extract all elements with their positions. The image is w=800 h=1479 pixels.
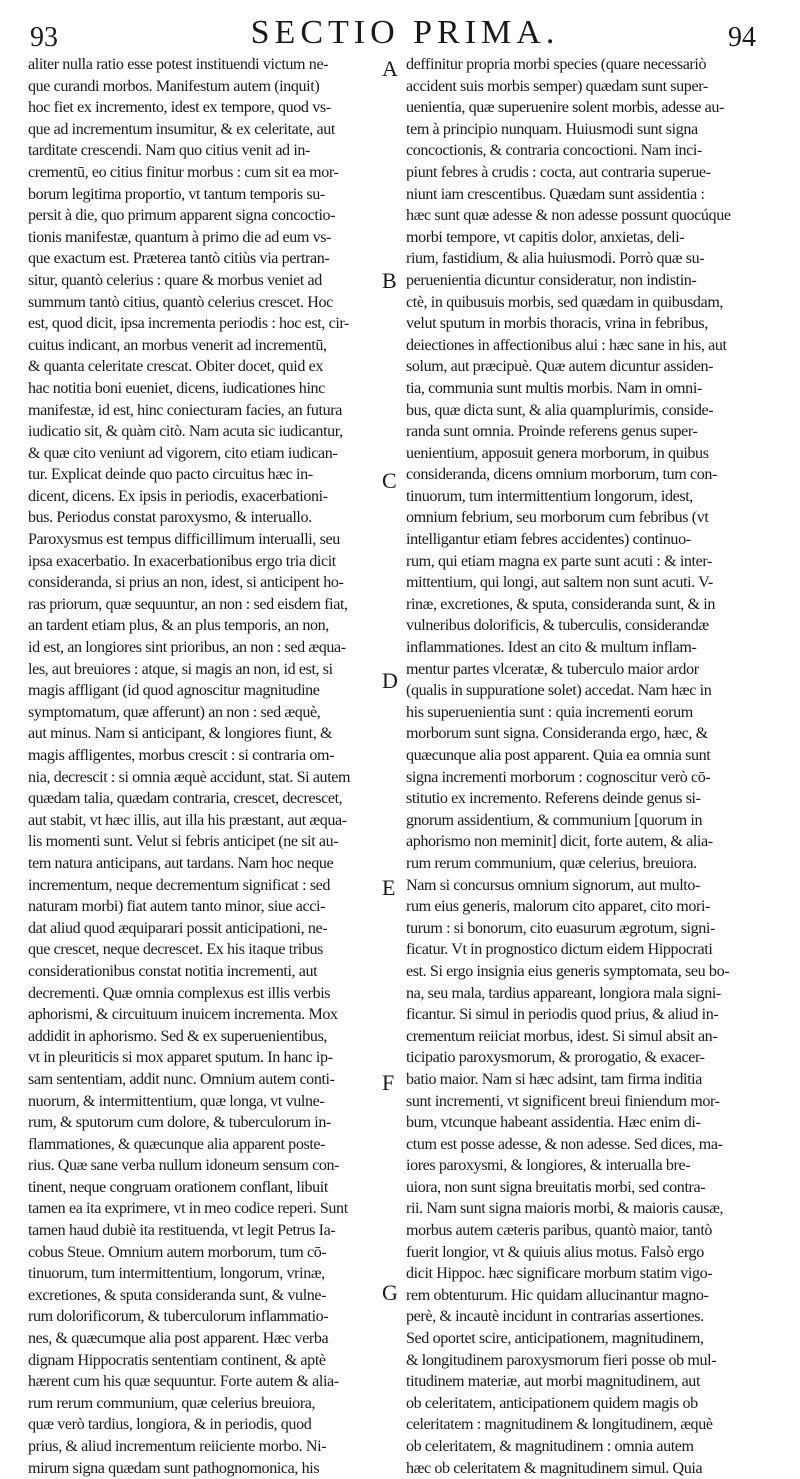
text-line: crementū, eo citius finitur morbus : cum sit ea mor- [28,163,339,181]
text-line: tinent, neque congruam orationem conflant, libuit [28,1178,328,1196]
text-line: an tardent etiam plus, & an plus temporis, an non, [28,617,329,635]
text-line: & quanta celeritate crescat. Obiter docet, quid ex [28,358,324,376]
text-line: que curandi morbos. Manifestum autem (inquit) [28,77,320,95]
margin-letter-a: A [382,56,398,81]
text-line: tia, communia sunt multis morbis. Nam in omni- [406,379,702,397]
text-line: ipsa exacerbatio. In exacerbationibus ergo tria dicit [28,552,336,570]
section-title: SECTIO PRIMA. [250,14,560,51]
text-line: cuitus indicant, an morbus venerit ad incrementū, [28,336,327,354]
text-line: flammationes, & quæcunque alia apparent poste- [28,1135,326,1153]
text-line: fuerit longior, vt & quiuis alius motus. Falsò ergo [406,1243,704,1261]
text-line: lis momenti sunt. Velut si febris anticipet (ne sit au- [28,833,339,851]
text-line: tur. Explicat deinde quo pacto circuitus hæc in- [28,466,313,484]
text-line: turum : si bonorum, cito euasurum ægrotum, signi- [406,919,715,937]
text-line: que ad incrementum insumitur, & ex celeritate, aut [28,120,335,138]
text-line: quæ verò tardius, longiora, & in periodis, quod [28,1416,312,1434]
text-line: tionis manifestæ, quantum à primo die ad eum vs- [28,228,332,246]
text-line: consideranda, si prius an non, idest, si anticipent ho- [28,574,344,592]
text-line: persit à die, quo primum apparent signa concoctio- [28,207,336,225]
text-line: ficantur. Si simul in periodis quod prius, & aliud in- [406,1006,719,1024]
margin-letter-d: D [382,668,398,693]
text-line: ob celeritatem, & magnitudinem : omnia autem [406,1438,694,1455]
text-line: magis affligant (id quod agnoscitur magnitudine [28,682,320,700]
text-line: hæc sunt quæ adesse & non adesse possunt quocúque [406,207,731,225]
text-line: gnorum assidentium, & communium [quorum in [406,811,703,829]
text-line: Paroxysmus est tempus difficillimum interualli, seu [28,531,340,549]
text-line: tem natura anticipans, aut tardans. Nam hoc neque [28,854,334,872]
text-line: que exactum est. Præterea tantò citiùs via pertran- [28,250,330,268]
text-line: symptomatum, quæ afferunt) an non : sed æquè, [28,703,321,721]
text-line: considerationibus constat notitia incrementi, aut [28,962,318,980]
text-line: que crescet, neque decrescet. Ex his itaque tribus [28,941,324,959]
text-line: consideranda, dicens omnium morborum, tum con- [406,466,718,484]
text-line: hærent cum his quæ sequuntur. Forte autem & alia- [28,1373,339,1391]
text-line: nia, decrescit : si omnia æquè accidunt, stat. Si autem [28,768,351,786]
text-line: his superuenientia sunt : quia incrementi eorum [406,703,693,721]
text-line: rum rerum communium, quæ celerius, breuiora. [406,854,697,872]
text-line: intelligantur etiam febres accidentes) continuo- [406,531,691,549]
text-line: situr, quantò celerius : quare & morbus veniet ad [28,271,322,289]
text-line: (qualis in suppuratione solet) accedat. Nam hæc in [406,682,712,700]
text-line: morbi tempore, vt capitis dolor, anxietas, deli- [406,228,685,246]
text-line: & quæ cito veniunt ad vigorem, cito etiam iudican- [28,444,338,462]
text-line: tinuorum, tum intermittentium longorum, idest, [406,487,693,505]
text-line: hac notitia boni eueniet, dicens, iudicationes hinc [28,379,325,397]
text-line: tem à principio nunquam. Huiusmodi sunt signa [406,120,698,138]
text-line: addidit in aphorismo. Sed & ex superuenientibus, [28,1027,328,1045]
text-line: celeritatem : magnitudinem & longitudinem, æquè [406,1416,713,1434]
text-line: rinæ, excretiones, & sputa, consideranda sunt, & in [406,595,716,613]
text-line: stitutio ex incremento. Referens deinde genus si- [406,790,701,808]
text-line: les, aut breuiores : atque, si magis an non, id est, si [28,660,333,678]
text-line: niunt iam crescentibus. Quædam sunt assidentia : [406,185,705,203]
text-line: nuorum, & intermittentium, quæ longa, vt vulne- [28,1092,325,1110]
text-line: manifestæ, id est, hinc coniecturam facies, an futura [28,401,342,419]
text-line: rum, qui etiam magna ex parte sunt acuti : & inter- [406,552,712,570]
text-line: batio maior. Nam si hæc adsint, tam firma inditia [406,1070,702,1088]
text-line: bum, vtcunque habeant assidentia. Hæc enim di- [406,1114,701,1132]
text-line: aphorismo non meminit] dicit, forte autem, & alia- [406,833,713,851]
text-line: randa sunt omnia. Proinde referens genus super- [406,423,698,441]
text-line: prius, & aliud incrementum reiiciente morbo. Ni- [28,1438,327,1455]
text-line: aut stabit, vt hæc illis, aut illa his præstant, aut æqua- [28,811,347,829]
text-line: id est, an longiores sint prioribus, an non : sed æqua- [28,639,346,657]
text-line: accident suis morbis semper) quædam sunt super- [406,77,708,95]
text-line: borum legitima proportio, vt tantum temporis su- [28,185,325,203]
text-line: est. Si ergo insignia eius generis symptomata, seu bo- [406,962,730,980]
text-line: bus. Periodus constat paroxysmo, & interuallo. [28,509,312,527]
text-line: ctum est posse adesse, & non adesse. Sed dices, ma- [406,1135,723,1153]
text-line: est, quod dicit, ipsa incrementa periodis : hoc est, cir- [28,315,350,333]
text-line: sunt incrementi, vt significent breui finiendum mor- [406,1092,720,1110]
text-line: incrementum, neque decrementum significat : sed [28,876,331,894]
margin-letter-f: F [382,1070,395,1095]
text-line: sam sententiam, addit nunc. Omnium autem conti- [28,1070,335,1088]
margin-letter-g: G [382,1280,398,1305]
text-line: rii. Nam sunt signa maioris morbi, & maioris causæ, [406,1200,724,1218]
text-line: dignam Hippocratis sententiam continent, & aptè [28,1351,326,1369]
text-line: & longitudinem paroxysmorum fieri posse ob mul- [406,1351,717,1369]
text-line: mirum signa quædam sunt pathognomonica, his [28,1459,320,1477]
text-line: deffinitur propria morbi species (quare necessariò [406,56,707,73]
text-line: ficatur. Vt in prognostico dictum eidem Hippocrati [406,941,713,959]
text-line: velut sputum in morbis thoracis, vrina in febribus, [406,315,708,333]
text-line: solum, aut præcipuè. Quæ autem dicuntur assiden- [406,358,714,376]
text-line: morborum sunt signa. Consideranda ergo, hæc, & [406,725,708,743]
text-line: peruenientia dicuntur consideratur, non indistin- [406,271,697,289]
text-line: aut minus. Nam si anticipant, & longiores fiunt, & [28,725,333,743]
text-line: tamen haud dubiè ita restituenda, vt legit Petrus Ia- [28,1222,336,1240]
text-line: dat aliud quod æquiparari possit anticipationi, ne- [28,919,328,937]
text-line: na, seu mala, tardius appareant, longiora mala signi- [406,984,721,1002]
text-line: tinuorum, tum intermittentium, longorum, vrinæ, [28,1265,325,1283]
text-line: mentur partes vlceratæ, & tuberculo maior ardor [406,660,699,678]
text-line: rius. Quæ sane verba nullum idoneum sensum con- [28,1157,340,1175]
margin-letter-c: C [382,468,397,493]
text-line: titudinem materiæ, aut morbi magnitudinem, aut [406,1373,701,1391]
text-line: rum eius generis, malorum cito apparet, cito mori- [406,898,711,916]
text-line: vulneribus dolorificis, & tuberculis, considerandæ [406,617,709,635]
text-line: inflammationes. Idest an cito & multum inflam- [406,639,697,657]
text-line: tarditate crescendi. Nam quo citius venit ad in- [28,142,311,160]
text-line: uenientia, quæ superuenire solent morbis, adesse au- [406,99,724,117]
left-text-column [28,54,376,1479]
right-page-number: 94 [728,22,756,53]
text-line: morbus autem cæteris paribus, quantò maior, tantò [406,1222,713,1240]
text-line: omnium febrium, seu morborum cum febribus (vt [406,509,709,527]
text-line: rem obtenturum. Hic quidam allucinantur magno- [406,1286,709,1304]
text-line: rum dolorificorum, & tuberculorum inflammatio- [28,1308,329,1326]
text-line: decrementi. Quæ omnia complexus est illis verbis [28,984,331,1002]
text-line: summum tantò citius, quantò celerius crescet. Hoc [28,293,333,311]
text-line: Nam si concursus omnium signorum, aut multo- [406,876,700,894]
text-line: nes, & quæcumque alia post apparent. Hæc verba [28,1330,329,1348]
text-line: dicit Hippoc. hæc significare morbum statim vigo- [406,1265,713,1283]
text-line: ob celeritatem, anticipationem quidem magis ob [406,1394,698,1412]
text-line: quæcunque alia post apparent. Quia ea omnia sunt [406,747,711,764]
text-line: uenientium, apposuit genera morborum, in quibus [406,444,709,462]
text-line: rum, & sputorum cum dolore, & tuberculorum in- [28,1114,331,1132]
text-line: hæc ob celeritatem & magnitudinem simul. Quia [406,1459,703,1477]
text-line: tamen ea ita exprimere, vt in meo codice reperi. Sunt [28,1200,348,1218]
text-line: aliter nulla ratio esse potest instituendi victum ne- [28,56,329,73]
text-line: rum rerum communium, quæ celerius breuiora, [28,1394,316,1412]
text-line: ras priorum, quæ sequuntur, an non : sed eisdem fiat, [28,595,348,613]
text-line: uiora, non sunt signa breuitatis morbi, sed contra- [406,1178,706,1196]
right-text-column [406,54,768,1479]
text-line: piunt febres à crudis : cocta, aut contraria superue- [406,163,711,181]
margin-letter-e: E [382,875,396,900]
text-line: perè, & incautè incidunt in contrarias assertiones. [406,1308,704,1326]
text-line: Sed oportet scire, anticipationem, magnitudinem, [406,1330,704,1348]
text-line: magis affligentes, morbus crescit : si contraria om- [28,747,335,764]
text-line: quædam talia, quædam contraria, crescet, decrescet, [28,790,343,808]
text-line: hoc fiet ex incremento, idest ex tempore, quod vs- [28,99,331,117]
text-line: dicent, dicens. Ex ipsis in periodis, exacerbationi- [28,487,328,505]
text-line: crementum reiiciat morbus, idest. Si simul absit an- [406,1027,718,1045]
text-line: iores paroxysmi, & longiores, & interualla bre- [406,1157,691,1175]
text-line: excretiones, & sputa consideranda sunt, & vulne- [28,1286,327,1304]
text-line: aphorismi, & circuituum inuicem incrementa. Mox [28,1006,338,1024]
margin-letter-b: B [382,268,397,293]
text-line: ticipatio paroxysmorum, & prorogatio, & exacer- [406,1049,705,1067]
text-line: iudicatio sit, & quàm citò. Nam acuta sic iudicantur, [28,423,343,441]
text-line: deiectiones in affectionibus alui : hæc sane in his, aut [406,336,727,354]
text-line: rium, fastidium, & alia huiusmodi. Porrò quæ su- [406,250,705,268]
text-line: ctè, in quibusuis morbis, sed quædam in quibusdam, [406,293,724,311]
text-line: signa incrementi morborum : cognoscitur verò cō- [406,768,711,786]
text-line: mittentium, qui longi, aut saltem non sunt acuti. V- [406,574,713,592]
text-line: vt in pleuriticis si mox apparet sputum. In hanc ip- [28,1049,333,1067]
left-page-number: 93 [30,22,58,53]
text-line: cobus Steue. Omnium autem morborum, tum cō- [28,1243,327,1261]
text-line: naturam morbi) fiat autem tanto minor, siue acci- [28,898,326,916]
text-line: concoctionis, & contraria concoctioni. Nam inci- [406,142,702,160]
page-header [0,0,800,52]
text-line: bus, quæ dicta sunt, & alia quamplurimis, conside- [406,401,714,419]
